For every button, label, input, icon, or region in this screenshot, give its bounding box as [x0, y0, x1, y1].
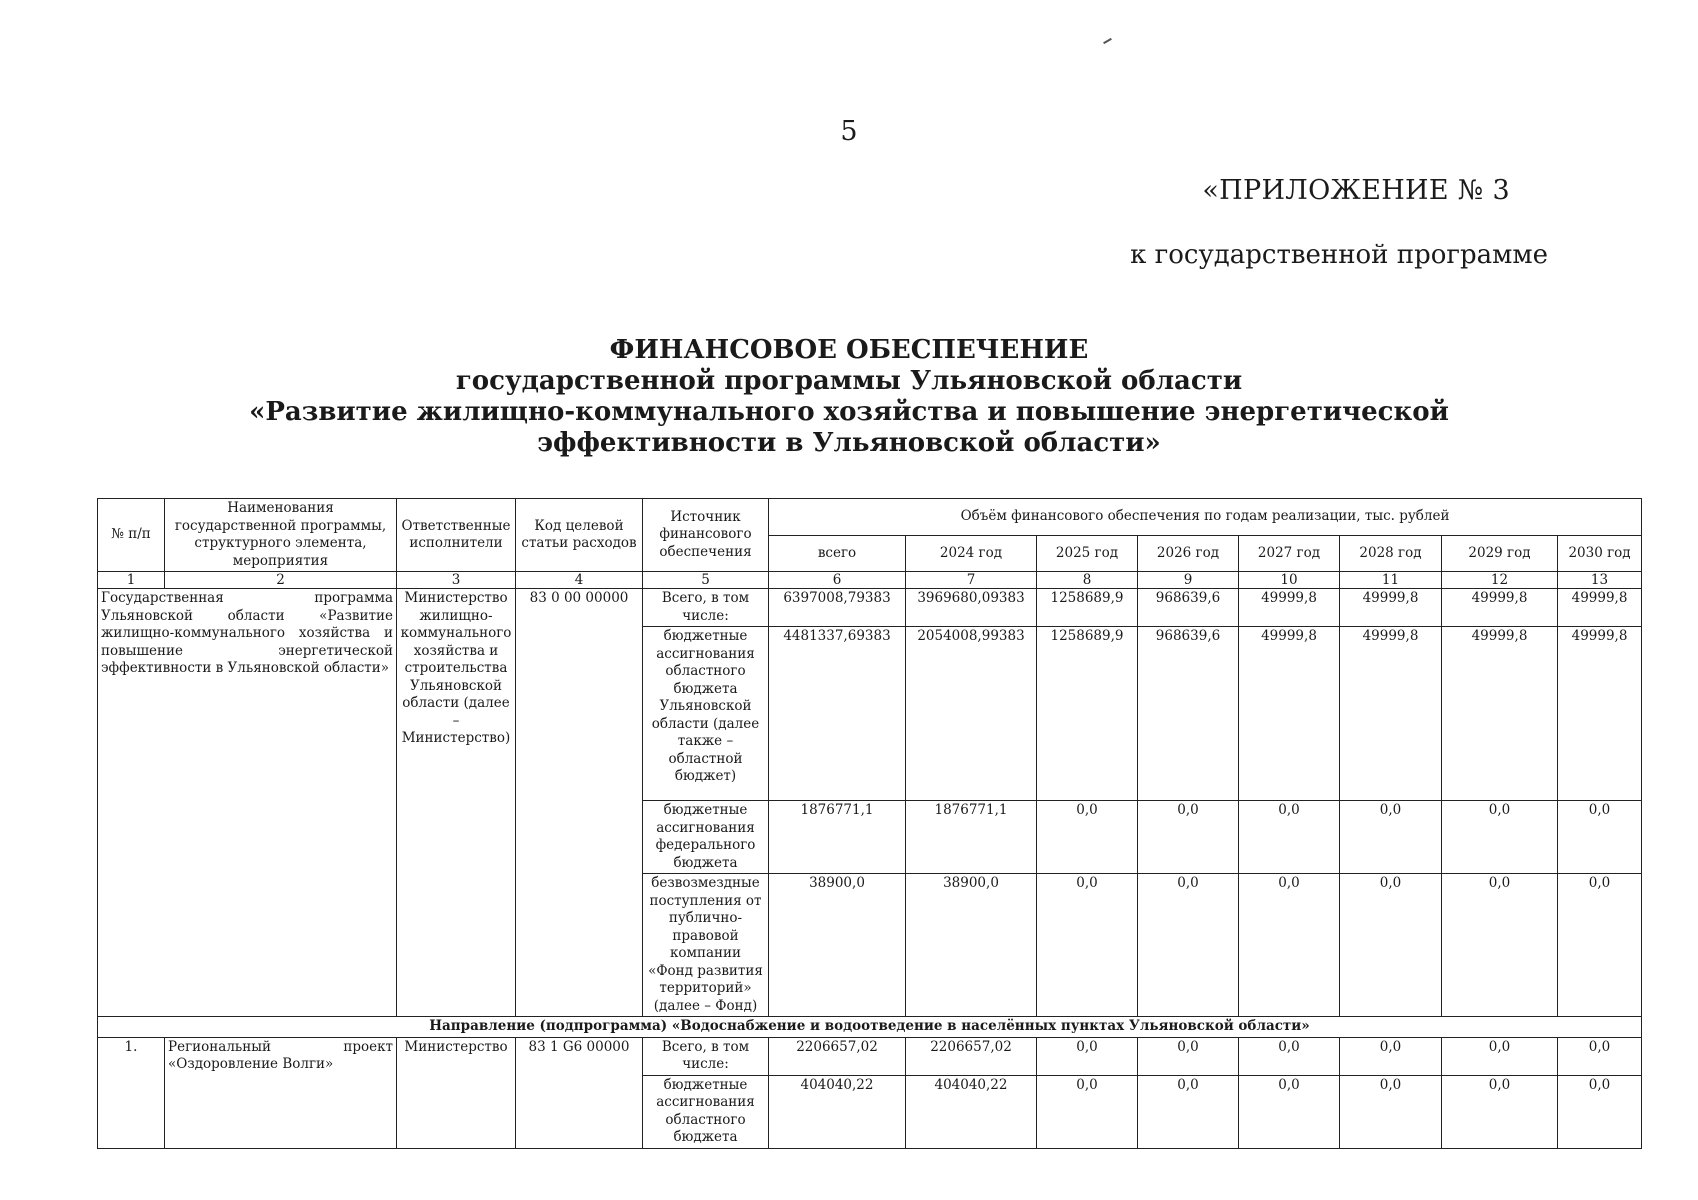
source-cell: Всего, в том числе: [643, 589, 769, 627]
column-number: 7 [906, 572, 1037, 589]
value-cell: 1258689,9 [1037, 627, 1138, 801]
column-number: 3 [397, 572, 516, 589]
appendix-title: «ПРИЛОЖЕНИЕ № 3 [1202, 175, 1510, 206]
header-code: Код целевой статьи расходов [516, 499, 643, 572]
section-title: Направление (подпрограмма) «Водоснабжение и водоотведение в населённых пунктах Ульяновской области» [98, 1017, 1642, 1038]
source-cell: безвозмездные поступления от публично-правовой компании «Фонд развития территорий» (далее – Фонд) [643, 874, 769, 1017]
source-cell: бюджетные ассигнования областного бюджета [643, 1075, 769, 1148]
value-cell: 49999,8 [1442, 589, 1558, 627]
value-cell: 1876771,1 [769, 801, 906, 874]
value-cell: 0,0 [1442, 1037, 1558, 1075]
value-cell: 38900,0 [906, 874, 1037, 1017]
header-source: Источник финансового обеспечения [643, 499, 769, 572]
value-cell: 0,0 [1340, 1037, 1442, 1075]
column-number: 1 [98, 572, 165, 589]
value-cell: 38900,0 [769, 874, 906, 1017]
value-cell: 6397008,79383 [769, 589, 906, 627]
column-number: 2 [165, 572, 397, 589]
value-cell: 0,0 [1138, 874, 1239, 1017]
value-cell: 0,0 [1340, 874, 1442, 1017]
value-cell: 0,0 [1340, 1075, 1442, 1148]
column-number: 8 [1037, 572, 1138, 589]
header-year: 2028 год [1340, 535, 1442, 572]
value-cell: 1876771,1 [906, 801, 1037, 874]
value-cell: 0,0 [1037, 1037, 1138, 1075]
column-number: 5 [643, 572, 769, 589]
column-number: 4 [516, 572, 643, 589]
value-cell: 0,0 [1239, 801, 1340, 874]
value-cell: 1258689,9 [1037, 589, 1138, 627]
source-cell: бюджетные ассигнования федерального бюджета [643, 801, 769, 874]
value-cell: 0,0 [1558, 1075, 1642, 1148]
value-cell: 0,0 [1037, 874, 1138, 1017]
scan-mark [1103, 38, 1112, 44]
project-name: Региональный проект «Оздоровление Волги» [165, 1037, 397, 1148]
source-cell: Всего, в том числе: [643, 1037, 769, 1075]
value-cell: 404040,22 [906, 1075, 1037, 1148]
value-cell: 49999,8 [1558, 627, 1642, 801]
value-cell: 49999,8 [1239, 589, 1340, 627]
value-cell: 0,0 [1037, 801, 1138, 874]
value-cell: 0,0 [1138, 801, 1239, 874]
value-cell: 2206657,02 [906, 1037, 1037, 1075]
title-line-1: ФИНАНСОВОЕ ОБЕСПЕЧЕНИЕ [609, 335, 1089, 365]
column-number: 6 [769, 572, 906, 589]
column-number: 13 [1558, 572, 1642, 589]
section-row [98, 1017, 1642, 1038]
header-name: Наименования государственной программы, структурного элемента, мероприятия [165, 499, 397, 572]
column-number: 11 [1340, 572, 1442, 589]
value-cell: 0,0 [1442, 1075, 1558, 1148]
header-num: № п/п [98, 499, 165, 572]
value-cell: 3969680,09383 [906, 589, 1037, 627]
value-cell: 0,0 [1442, 874, 1558, 1017]
value-cell: 2206657,02 [769, 1037, 906, 1075]
value-cell: 2054008,99383 [906, 627, 1037, 801]
header-volume: Объём финансового обеспечения по годам реализации, тыс. рублей [769, 499, 1642, 536]
title-line-4: эффективности в Ульяновской области» [537, 428, 1161, 458]
financing-table [97, 498, 1642, 1149]
project-num: 1. [98, 1037, 165, 1148]
value-cell: 49999,8 [1558, 589, 1642, 627]
value-cell: 968639,6 [1138, 627, 1239, 801]
value-cell: 49999,8 [1442, 627, 1558, 801]
page-number: 5 [840, 116, 858, 147]
value-cell: 0,0 [1558, 801, 1642, 874]
program-name: Государственная программа Ульяновской области «Развитие жилищно-коммунального хозяйства и повышение энергетической эффективности в Ульяновской области» [98, 589, 397, 1017]
value-cell: 0,0 [1138, 1037, 1239, 1075]
project-code: 83 1 G6 00000 [516, 1037, 643, 1148]
project-row-total [98, 1037, 1642, 1075]
document-title [0, 335, 1698, 459]
program-code: 83 0 00 00000 [516, 589, 643, 1017]
header-year: 2026 год [1138, 535, 1239, 572]
project-executor: Министерство [397, 1037, 516, 1148]
value-cell: 0,0 [1442, 801, 1558, 874]
value-cell: 0,0 [1239, 874, 1340, 1017]
value-cell: 49999,8 [1239, 627, 1340, 801]
value-cell: 0,0 [1340, 801, 1442, 874]
header-year: 2029 год [1442, 535, 1558, 572]
column-number: 12 [1442, 572, 1558, 589]
header-executors: Ответственные исполнители [397, 499, 516, 572]
column-number: 9 [1138, 572, 1239, 589]
appendix-subtitle: к государственной программе [1130, 240, 1548, 270]
value-cell: 49999,8 [1340, 589, 1442, 627]
title-line-3: «Развитие жилищно-коммунального хозяйства и повышение энергетической [249, 397, 1449, 427]
header-total: всего [769, 535, 906, 572]
header-year: 2025 год [1037, 535, 1138, 572]
column-number: 10 [1239, 572, 1340, 589]
value-cell: 0,0 [1558, 874, 1642, 1017]
header-year: 2030 год [1558, 535, 1642, 572]
title-line-2: государственной программы Ульяновской области [455, 366, 1243, 396]
value-cell: 0,0 [1138, 1075, 1239, 1148]
column-number-row [98, 572, 1642, 589]
value-cell: 49999,8 [1340, 627, 1442, 801]
header-year: 2027 год [1239, 535, 1340, 572]
value-cell: 968639,6 [1138, 589, 1239, 627]
value-cell: 0,0 [1037, 1075, 1138, 1148]
value-cell: 0,0 [1239, 1075, 1340, 1148]
value-cell: 4481337,69383 [769, 627, 906, 801]
value-cell: 404040,22 [769, 1075, 906, 1148]
header-year: 2024 год [906, 535, 1037, 572]
program-row-total [98, 589, 1642, 627]
header-row-1 [98, 499, 1642, 536]
value-cell: 0,0 [1558, 1037, 1642, 1075]
program-executor: Министерство жилищно-коммунального хозяйства и строительства Ульяновской области (далее – Министерство) [397, 589, 516, 1017]
source-cell: бюджетные ассигнования областного бюджета Ульяновской области (далее также – областной бюджет) [643, 627, 769, 801]
value-cell: 0,0 [1239, 1037, 1340, 1075]
